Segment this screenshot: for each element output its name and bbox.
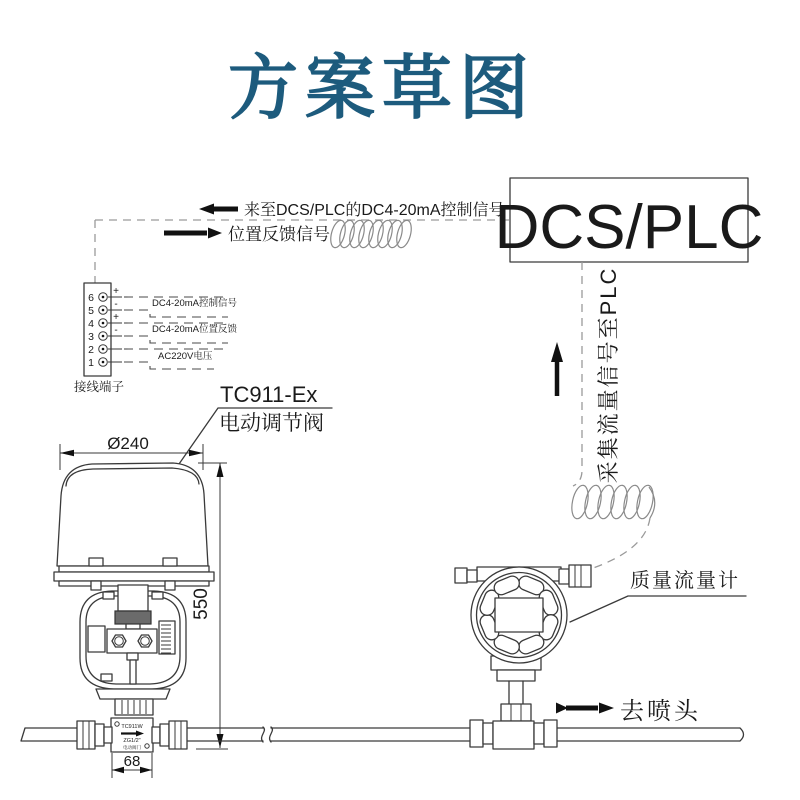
valve-name-label: 电动调节阀 <box>219 412 324 435</box>
electric-control-valve <box>54 463 214 752</box>
valve-body-note: 电动阀门 <box>123 745 141 750</box>
terminal-number: 4 <box>88 318 94 330</box>
polarity-sign: - <box>114 325 118 336</box>
terminal-block-label: 接线端子 <box>74 380 125 394</box>
dcs-plc-box <box>495 178 764 262</box>
dim-width-label: 68 <box>123 753 141 770</box>
outlet-label: 去喷头 <box>620 698 701 725</box>
wire-label: AC220V电压 <box>158 351 213 362</box>
valve-body-size: ZG1/2" <box>123 738 141 744</box>
terminal-number: 3 <box>88 331 94 343</box>
wire-label: DC4-20mA位置反馈 <box>152 324 237 335</box>
wire-label: DC4-20mA控制信号 <box>152 298 237 309</box>
flowmeter-leader-line <box>570 596 746 622</box>
terminal-wires <box>108 286 237 369</box>
terminal-number: 5 <box>88 305 94 317</box>
cable-coil-lower-icon <box>569 484 656 520</box>
terminal-number: 2 <box>88 344 94 356</box>
control-signal-label: 来至DCS/PLC的DC4-20mA控制信号 <box>244 202 505 219</box>
flowmeter-label: 质量流量计 <box>630 570 740 592</box>
arrow-right-double-icon <box>556 703 614 714</box>
page-title: 方案草图 <box>228 49 536 127</box>
actuator-dome <box>57 463 208 566</box>
dimension-width <box>112 753 152 778</box>
terminal-block <box>74 283 237 394</box>
valve-body-model: TC911W <box>121 724 143 730</box>
mass-flowmeter <box>455 565 746 749</box>
valve-body <box>111 718 153 752</box>
dim-diameter-label: Ø240 <box>107 434 149 453</box>
valve-model-label: TC911-Ex <box>220 382 318 407</box>
flow-to-plc-label: 采集流量信号至PLC <box>596 266 621 484</box>
polarity-sign: - <box>114 299 118 310</box>
tee-fitting <box>470 720 557 749</box>
dim-height-label: 550 <box>191 588 212 620</box>
arrow-left-icon <box>199 204 238 215</box>
cable-coil-upper-icon <box>328 219 414 249</box>
polarity-sign: + <box>113 312 119 323</box>
feedback-signal-label: 位置反馈信号 <box>228 225 330 244</box>
flow-signal-path <box>551 262 656 572</box>
arrow-right-icon <box>164 228 222 239</box>
arrow-up-icon <box>551 342 563 396</box>
pipe-break-icon <box>262 727 273 742</box>
flow-signal-curve <box>581 518 650 572</box>
terminal-number: 6 <box>88 292 94 304</box>
dcs-plc-label: DCS/PLC <box>494 193 764 262</box>
polarity-sign: + <box>113 286 119 297</box>
outlet-callout <box>556 698 701 725</box>
flowmeter-display <box>495 598 543 632</box>
terminal-number: 1 <box>88 357 94 369</box>
flow-signal-wire <box>573 262 582 486</box>
handwheel-icon <box>115 611 151 624</box>
signal-wiring <box>95 201 510 283</box>
